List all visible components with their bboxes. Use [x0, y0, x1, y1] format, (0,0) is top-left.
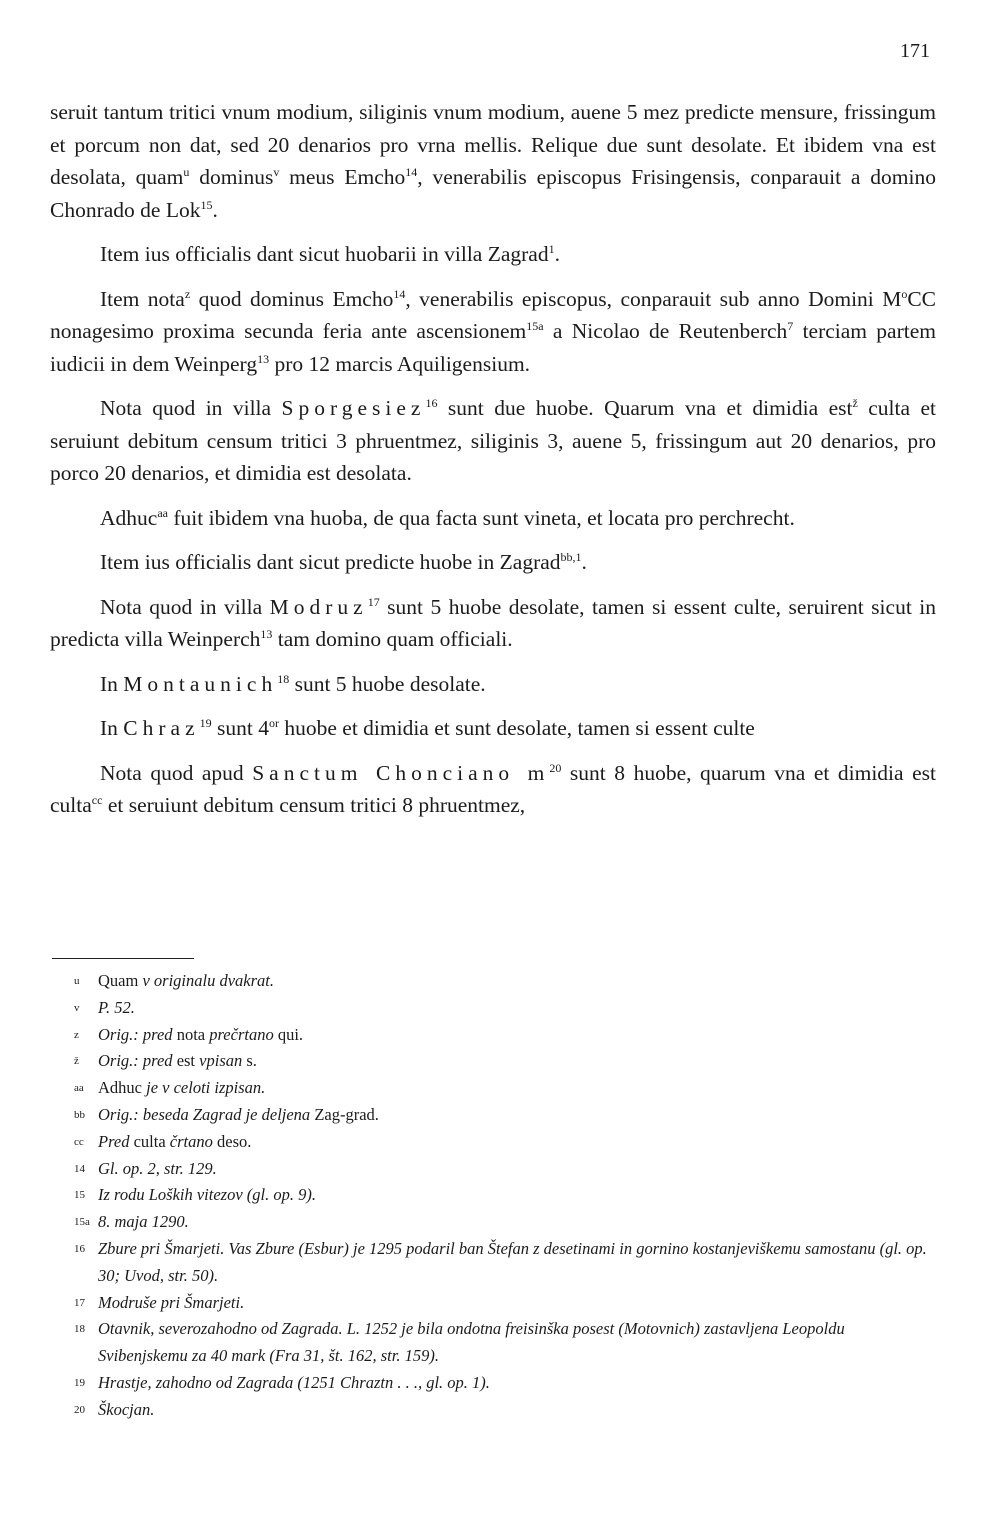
- footnote: [50, 995, 938, 1022]
- footnote: [50, 1316, 938, 1370]
- text-run: tam domino quam officiali.: [272, 627, 513, 651]
- footnote-text: Hrastje, zahodno od Zagrada (1251 Chraztn . . ., gl. op. 1).: [98, 1372, 490, 1392]
- text-run: CC nonagesimo proxima secunda feria ante ascensionem: [50, 286, 936, 343]
- footnote-ref: 18: [277, 671, 290, 686]
- footnote-separator: [52, 958, 194, 959]
- text-run: Nota quod apud: [100, 760, 253, 785]
- text-run: Item ius officialis dant sicut predicte huobe in Zagrad: [100, 550, 561, 574]
- footnote: [50, 968, 938, 995]
- footnote-mark: cc: [74, 1135, 84, 1148]
- paragraph: [50, 96, 936, 226]
- text-run: sunt due huobe. Quarum vna et dimidia est: [437, 396, 853, 420]
- footnote-text: Gl. op. 2, str. 129.: [98, 1158, 217, 1178]
- footnote-ref: u: [183, 164, 190, 179]
- text-run: Item nota: [100, 286, 185, 311]
- footnote-text: P. 52.: [98, 997, 135, 1017]
- footnote-ref: 7: [787, 318, 794, 333]
- footnote: [50, 1397, 938, 1424]
- footnote-text: Orig.: pred: [98, 1024, 177, 1044]
- footnote-ref: 17: [367, 594, 380, 609]
- footnote: [50, 1370, 938, 1397]
- paragraph: [50, 757, 936, 822]
- footnote-text: Zag-grad.: [314, 1104, 379, 1124]
- text-run: dominus: [189, 165, 274, 189]
- footnote: [50, 1209, 938, 1236]
- paragraph: [50, 668, 936, 701]
- paragraph: [50, 392, 936, 490]
- footnote: [50, 1022, 938, 1049]
- text-run: .: [554, 242, 560, 266]
- footnote-mark: 14: [74, 1162, 85, 1175]
- text-run: sunt 8 huobe, quarum vna et dimidia est culta: [50, 760, 936, 817]
- footnote-ref: 14: [393, 286, 406, 301]
- footnote-ref: 15: [200, 197, 213, 212]
- footnote-text: Orig.: beseda Zagrad je deljena: [98, 1104, 315, 1124]
- page-number: 171: [900, 40, 930, 62]
- footnote-mark: aa: [74, 1082, 84, 1095]
- footnote: [50, 1048, 938, 1075]
- place-name: Modruz: [269, 594, 368, 619]
- footnote-text: Otavnik, severozahodno od Zagrada. L. 1252 je bila ondotna freisinška posest (Motovnich) zastavljena Leopoldu Svibenjskemu za 40 mark (Fra 31, št. 162, str. 159).: [98, 1319, 845, 1366]
- footnote-mark: v: [74, 1001, 80, 1014]
- footnote-text: Adhuc: [98, 1078, 142, 1098]
- footnote-text: deso.: [217, 1131, 252, 1151]
- footnote-text: vpisan: [195, 1051, 247, 1071]
- text-run: Nota quod in villa: [100, 594, 270, 619]
- footnote-ref: bb,1: [560, 549, 582, 564]
- footnote-ref: 13: [257, 351, 270, 366]
- footnote-text: Quam: [98, 971, 139, 990]
- footnote-text: Zbure pri Šmarjeti. Vas Zbure (Esbur) je 1295 podaril ban Štefan z desetinami in gornino kostanjeviškemu samostanu (gl. op. 30; Uvod, str. 50).: [98, 1238, 927, 1285]
- footnote-ref: 19: [199, 715, 212, 730]
- footnote-ref: o: [901, 286, 908, 301]
- footnote-mark: 15a: [74, 1216, 90, 1229]
- footnote-mark: bb: [74, 1108, 85, 1121]
- text-run: terciam partem iudicii in dem Weinperg: [50, 319, 936, 376]
- footnote-text: v originalu dvakrat.: [138, 971, 274, 990]
- footnote-text: Škocjan.: [98, 1399, 155, 1419]
- footnote-mark: 17: [74, 1296, 85, 1309]
- footnote: [50, 1129, 938, 1156]
- paragraph: [50, 546, 936, 579]
- footnote-ref: aa: [157, 505, 168, 520]
- footnote: [50, 1156, 938, 1183]
- footnote-text: s.: [246, 1051, 257, 1071]
- footnote-ref: 1: [548, 241, 555, 256]
- text-run: seruit tantum tritici vnum modium, siliginis vnum modium, auene 5 mez predicte mensure, frissingum et porcum non dat, sed 20 denarios pro vrna mellis. Relique due sunt desolate. Et ibidem vna est desolata, quam: [50, 100, 936, 189]
- footnote-text: nota: [176, 1024, 206, 1044]
- footnote-mark: 19: [74, 1376, 85, 1389]
- footnote: [50, 1290, 938, 1317]
- footnote-ref: 14: [405, 164, 418, 179]
- text-run: .: [212, 197, 218, 222]
- footnote-text: culta: [133, 1131, 166, 1151]
- footnote-ref: ž: [852, 395, 858, 410]
- text-run: Nota quod in villa: [100, 396, 282, 420]
- footnote-ref: 15a: [526, 318, 544, 333]
- text-run: culta et seruiunt debitum censum tritici 3 phruentmez, siliginis 3, auene 5, frissingum aut 20 denarios, pro porco 20 denarios, et dimidia est desolata.: [50, 396, 936, 485]
- text-run: fuit ibidem vna huoba, de qua facta sunt vineta, et locata pro perchrecht.: [167, 505, 795, 530]
- footnote-ref: 16: [425, 395, 438, 410]
- footnote-ref: v: [273, 164, 280, 179]
- footnote-text: Orig.: pred: [98, 1051, 177, 1071]
- footnote-text: prečrtano: [205, 1024, 278, 1044]
- footnote-text: Modruše pri Šmarjeti.: [98, 1292, 245, 1312]
- text-run: , venerabilis episcopus Frisingensis, conparauit a domino Chonrado de Lok: [50, 165, 936, 222]
- footnote-ref: cc: [91, 792, 103, 807]
- paragraph: [50, 238, 936, 271]
- footnote-text: je v celoti izpisan.: [142, 1078, 266, 1098]
- footnote-ref: z: [184, 286, 191, 301]
- text-run: .: [581, 550, 587, 574]
- footnote-mark: 16: [74, 1242, 85, 1255]
- text-run: , venerabilis episcopus, conparauit sub anno Domini M: [405, 286, 902, 311]
- paragraph: [50, 591, 936, 656]
- text-run: In: [100, 716, 124, 740]
- footnote-mark: ž: [74, 1055, 79, 1068]
- footnote: [50, 1182, 938, 1209]
- footnote-mark: z: [74, 1028, 79, 1041]
- footnote-text: qui.: [277, 1024, 304, 1044]
- text-run: huobe et dimidia et sunt desolate, tamen si essent culte: [278, 716, 755, 740]
- text-run: pro 12 marcis Aquiligensium.: [269, 351, 531, 376]
- footnote-ref: 20: [549, 760, 562, 775]
- place-name: Sporgesiez: [281, 396, 426, 420]
- footnote-mark: 18: [74, 1323, 85, 1336]
- text-run: a Nicolao de Reutenberch: [543, 319, 788, 343]
- text-run: Adhuc: [100, 505, 158, 530]
- place-name: Chraz: [123, 716, 200, 740]
- place-name: Sanctum Chonciano m: [252, 760, 550, 785]
- body-text: [50, 96, 936, 834]
- text-run: Item ius officialis dant sicut huobarii in villa Zagrad: [100, 242, 549, 266]
- footnote-text: črtano: [165, 1131, 218, 1151]
- text-run: sunt 5 huobe desolate.: [289, 671, 486, 696]
- text-run: meus Emcho: [279, 165, 406, 189]
- footnote-mark: 15: [74, 1189, 85, 1202]
- footnote: [50, 1236, 938, 1290]
- footnote-ref: 13: [260, 626, 273, 641]
- footnote-text: Iz rodu Loških vitezov (gl. op. 9).: [98, 1185, 316, 1205]
- footnote-ref: or: [268, 715, 279, 730]
- footnote-text: Pred: [98, 1131, 134, 1151]
- text-run: quod dominus Emcho: [190, 286, 394, 311]
- text-run: sunt 5 huobe desolate, tamen si essent culte, seruirent sicut in predicta villa Weinperch: [50, 594, 936, 651]
- paragraph: [50, 712, 936, 745]
- footnote-text: est: [176, 1051, 196, 1071]
- footnote-mark: 20: [74, 1403, 85, 1416]
- paragraph: [50, 283, 936, 381]
- footnote: [50, 1102, 938, 1129]
- place-name: Montaunich: [123, 671, 278, 696]
- text-run: sunt 4: [211, 716, 269, 740]
- footnote: [50, 1075, 938, 1102]
- text-run: In: [100, 671, 124, 696]
- footnote-mark: u: [74, 975, 80, 987]
- text-run: et seruiunt debitum censum tritici 8 phruentmez,: [102, 793, 526, 817]
- footnotes: [50, 968, 938, 1424]
- footnote-text: 8. maja 1290.: [98, 1212, 189, 1232]
- paragraph: [50, 502, 936, 535]
